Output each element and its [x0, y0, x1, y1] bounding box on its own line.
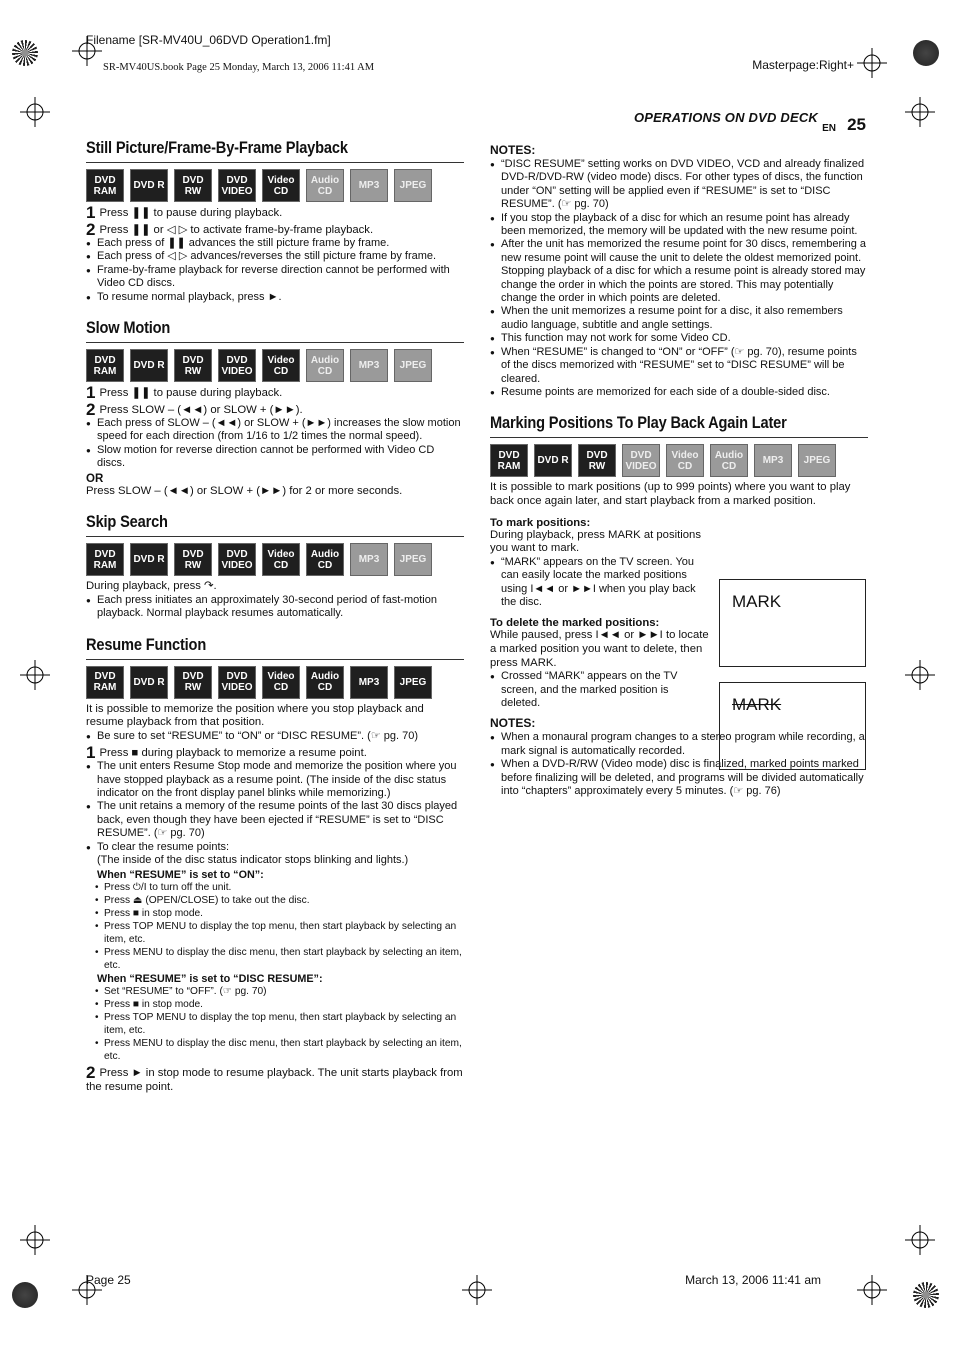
color-target-icon	[12, 40, 38, 66]
sub-list	[86, 985, 464, 1063]
disc-type-badge: Video CD	[262, 349, 300, 382]
disc-type-badge: DVD R	[130, 349, 168, 382]
color-target-icon	[12, 1282, 38, 1308]
disc-icons	[86, 349, 464, 382]
bullet-list	[86, 760, 464, 854]
disc-type-badge: DVD R	[130, 543, 168, 576]
registration-mark-icon	[20, 660, 50, 690]
step-2: 2 Press ❚❚ or ◁ ▷ to activate frame-by-frame playback.	[86, 220, 374, 239]
skip-text: During playback, press ↷.	[86, 580, 217, 593]
page-number: 25	[847, 115, 866, 134]
running-title: OPERATIONS ON DVD DECK	[633, 110, 818, 125]
disc-type-badge: Video CD	[262, 666, 300, 699]
step-1: 1 Press ■ during playback to memorize a resume point.	[86, 743, 367, 763]
masterpage-label: Masterpage:Right+	[752, 58, 854, 72]
disc-type-badge: DVD RW	[174, 349, 212, 382]
disc-type-badge: DVD VIDEO	[218, 349, 256, 382]
list-item: ● Each press initiates an approximately 30-second period of fast-motion playback. Normal playback resumes automatically.	[86, 594, 464, 621]
notes-heading: NOTES:	[490, 143, 536, 157]
marking-intro: It is possible to mark positions (up to 999 points) where you want to play back once again later, and start playback from a marked position.	[490, 481, 851, 507]
list-item: • Press ⏻/I to turn off the unit.	[86, 881, 464, 894]
disc-type-badge: DVD VIDEO	[218, 666, 256, 699]
section-title-resume: Resume Function	[86, 634, 207, 654]
or-text: Press SLOW – (◄◄) or SLOW + (►►) for 2 or more seconds.	[86, 484, 403, 497]
disc-type-badge: DVD RAM	[86, 349, 124, 382]
list-item: • Press MENU to display the disc menu, then start playback by selecting an item, etc.	[86, 946, 464, 972]
color-target-icon	[913, 40, 939, 66]
disc-type-badge: DVD VIDEO	[622, 444, 660, 477]
list-item: ● When the unit memorizes a resume point for a disc, it also remembers audio language, subtitle and angle settings.	[490, 305, 868, 332]
list-item: • Press TOP MENU to display the top menu, then start playback by selecting an item, etc.	[86, 1011, 464, 1037]
sub-list	[86, 881, 464, 972]
disc-icons	[86, 666, 464, 699]
list-item: ● Each press of ❚❚ advances the still picture frame by frame.	[86, 237, 464, 250]
footer-page: Page 25	[86, 1273, 131, 1287]
disc-type-badge: Audio CD	[306, 543, 344, 576]
list-item: ● Each press of SLOW – (◄◄) or SLOW + (►►) increases the slow motion speed for each direction (from 1/16 to 1/2 times the normal speed).	[86, 417, 464, 444]
disc-type-badge: DVD R	[130, 169, 168, 202]
resume-intro: It is possible to memorize the position where you stop playback and resume playback from that position.	[86, 702, 424, 729]
clear-note: (The inside of the disc status indicator stops blinking and lights.)	[97, 854, 409, 867]
or-label: OR	[86, 472, 104, 485]
mark-display: MARK	[732, 592, 782, 611]
disc-type-badge: DVD RW	[174, 543, 212, 576]
section-title-slow: Slow Motion	[86, 318, 171, 338]
list-item: ● When “RESUME” is changed to “ON” or “OFF” (☞ pg. 70), resume points of the discs memorized with “RESUME” set to “DISC RESUME” will be cleared.	[490, 346, 868, 386]
list-item: ● If you stop the playback of a disc for which an resume point has already been memorized, the memory will be updated with the new resume point.	[490, 212, 868, 239]
disc-type-badge: Audio CD	[306, 169, 344, 202]
list-item: • Set “RESUME” to “OFF”. (☞ pg. 70)	[86, 985, 464, 998]
footer-date: March 13, 2006 11:41 am	[685, 1273, 821, 1287]
section-title-marking: Marking Positions To Play Back Again Later	[490, 413, 787, 433]
divider	[86, 342, 464, 343]
section-title-still: Still Picture/Frame-By-Frame Playback	[86, 138, 348, 157]
list-item: ● Each press of ◁ ▷ advances/reverses the still picture frame by frame.	[86, 250, 464, 263]
list-item: ● After the unit has memorized the resume point for 30 discs, remembering a new resume point will cause the unit to delete the oldest memorized point. Stopping playback of a disc for which a resume point is already stored may change the order in which the points are stored. This may potentially change the order in which points are deleted.	[490, 238, 868, 305]
disc-type-badge: Video CD	[666, 444, 704, 477]
disc-type-badge: JPEG	[798, 444, 836, 477]
list-item: • Press MENU to display the disc menu, then start playback by selecting an item, etc.	[86, 1037, 464, 1063]
step-2: 2 Press ► in stop mode to resume playback. The unit starts playback from the resume point.	[86, 1062, 463, 1093]
list-item: ● Frame-by-frame playback for reverse direction cannot be performed with Video CD discs.	[86, 264, 464, 291]
disc-type-badge: MP3	[350, 169, 388, 202]
disc-type-badge: MP3	[350, 349, 388, 382]
list-item: ● To clear the resume points:	[86, 841, 464, 854]
registration-mark-icon	[857, 48, 887, 78]
tv-screen-crossed-mark	[719, 682, 866, 770]
registration-mark-icon	[905, 660, 935, 690]
disc-resume-heading: When “RESUME” is set to “DISC RESUME”:	[97, 972, 323, 985]
disc-type-badge: Audio CD	[306, 666, 344, 699]
disc-type-badge: Audio CD	[710, 444, 748, 477]
step-1: 1 Press ❚❚ to pause during playback.	[86, 203, 283, 222]
list-item: ● The unit retains a memory of the resume points of the last 30 discs played back, even though they have been ejected if “RESUME” is set to “DISC RESUME”. (☞ pg. 70)	[86, 800, 464, 840]
list-item: • Press ⏏ (OPEN/CLOSE) to take out the disc.	[86, 894, 464, 907]
disc-type-badge: DVD RW	[174, 169, 212, 202]
disc-type-badge: Video CD	[262, 169, 300, 202]
disc-type-badge: MP3	[350, 543, 388, 576]
bullet-list	[86, 417, 464, 471]
list-item: ● “DISC RESUME” setting works on DVD VIDEO, VCD and already finalized DVD-R/DVD-RW (video mode) discs. For other types of discs, the function under “ON” setting will be applied even if “RESUME” is set to “DISC RESUME”. (☞ pg. 70)	[490, 158, 868, 212]
list-item: • Press ■ in stop mode.	[86, 907, 464, 920]
list-item: ● This function may not work for some Video CD.	[490, 332, 868, 345]
registration-mark-icon	[905, 1225, 935, 1255]
left-column	[86, 138, 464, 1094]
divider	[490, 437, 868, 438]
list-item: ● Resume points are memorized for each side of a double-sided disc.	[490, 386, 868, 399]
disc-icons	[86, 169, 464, 202]
disc-type-badge: DVD VIDEO	[218, 169, 256, 202]
book-info: SR-MV40US.book Page 25 Monday, March 13, 2006 11:41 AM	[103, 62, 375, 73]
list-item: ● When a monaural program changes to a stereo program while recording, a mark signal is automatically recorded.	[490, 731, 868, 758]
registration-mark-icon	[905, 97, 935, 127]
color-target-icon	[913, 1282, 939, 1308]
disc-type-badge: JPEG	[394, 349, 432, 382]
divider	[86, 659, 464, 660]
disc-type-badge: DVD RW	[578, 444, 616, 477]
notes-heading: NOTES:	[490, 716, 536, 731]
disc-type-badge: Audio CD	[306, 349, 344, 382]
registration-mark-icon	[20, 97, 50, 127]
disc-type-badge: DVD VIDEO	[218, 543, 256, 576]
disc-icons	[86, 543, 464, 576]
divider	[86, 536, 464, 537]
disc-type-badge: JPEG	[394, 169, 432, 202]
list-item: • Press ■ in stop mode.	[86, 998, 464, 1011]
disc-type-badge: DVD RW	[174, 666, 212, 699]
list-item: ● “MARK” appears on the TV screen. You can easily locate the marked positions using I◄◄ or ►►I when you play back the disc.	[490, 556, 710, 610]
disc-type-badge: MP3	[754, 444, 792, 477]
disc-type-badge: DVD RAM	[490, 444, 528, 477]
crossed-mark-display: MARK	[732, 695, 782, 714]
registration-mark-icon	[857, 1275, 887, 1305]
disc-type-badge: DVD RAM	[86, 543, 124, 576]
disc-type-badge: Video CD	[262, 543, 300, 576]
list-item: • Press TOP MENU to display the top menu, then start playback by selecting an item, etc.	[86, 920, 464, 946]
disc-type-badge: DVD RAM	[86, 169, 124, 202]
list-item: ● The unit enters Resume Stop mode and memorize the position where you have stopped playback as a resume point. (The inside of the disc status indicator on the front display panel blinks while memorizing.)	[86, 760, 464, 800]
disc-type-badge: DVD R	[130, 666, 168, 699]
list-item: ● Slow motion for reverse direction cannot be performed with Video CD discs.	[86, 444, 464, 471]
disc-type-badge: MP3	[350, 666, 388, 699]
disc-icons	[490, 444, 868, 477]
section-title-skip: Skip Search	[86, 512, 168, 532]
disc-type-badge: DVD RAM	[86, 666, 124, 699]
divider	[86, 162, 464, 163]
disc-type-badge: JPEG	[394, 666, 432, 699]
notes-list	[490, 158, 868, 399]
bullet-list	[86, 594, 464, 621]
filename-label: Filename [SR-MV40U_06DVD Operation1.fm]	[86, 33, 331, 47]
registration-mark-icon	[20, 1225, 50, 1255]
mark-heading: To mark positions:	[490, 516, 591, 529]
step-1: 1 Press ❚❚ to pause during playback.	[86, 383, 283, 403]
on-heading: When “RESUME” is set to “ON”:	[97, 868, 264, 881]
delete-heading: To delete the marked positions:	[490, 617, 660, 630]
delete-text: While paused, press I◄◄ or ►►I to locate a marked position you want to delete, then press MARK.	[490, 629, 709, 669]
list-item: ● To resume normal playback, press ►.	[86, 291, 464, 304]
registration-mark-icon	[462, 1275, 492, 1305]
language-label: EN	[822, 123, 836, 134]
step-2: 2 Press SLOW – (◄◄) or SLOW + (►►).	[86, 400, 303, 420]
disc-type-badge: JPEG	[394, 543, 432, 576]
list-item: ● When a DVD-R/RW (Video mode) disc is finalized, marked points marked before finalizing will be deleted, and programs will be divided automatically into “chapters” approximately every 5 minutes. (☞ pg. 76)	[490, 758, 868, 798]
list-item: ● Crossed “MARK” appears on the TV screen, and the marked position is deleted.	[490, 670, 710, 710]
list-item: ● Be sure to set “RESUME” to “ON” or “DISC RESUME”. (☞ pg. 70)	[86, 730, 464, 743]
tv-screen-mark	[719, 579, 866, 667]
bullet-list	[86, 237, 464, 304]
mark-text: During playback, press MARK at positions you want to mark.	[490, 528, 701, 555]
disc-type-badge: DVD R	[534, 444, 572, 477]
